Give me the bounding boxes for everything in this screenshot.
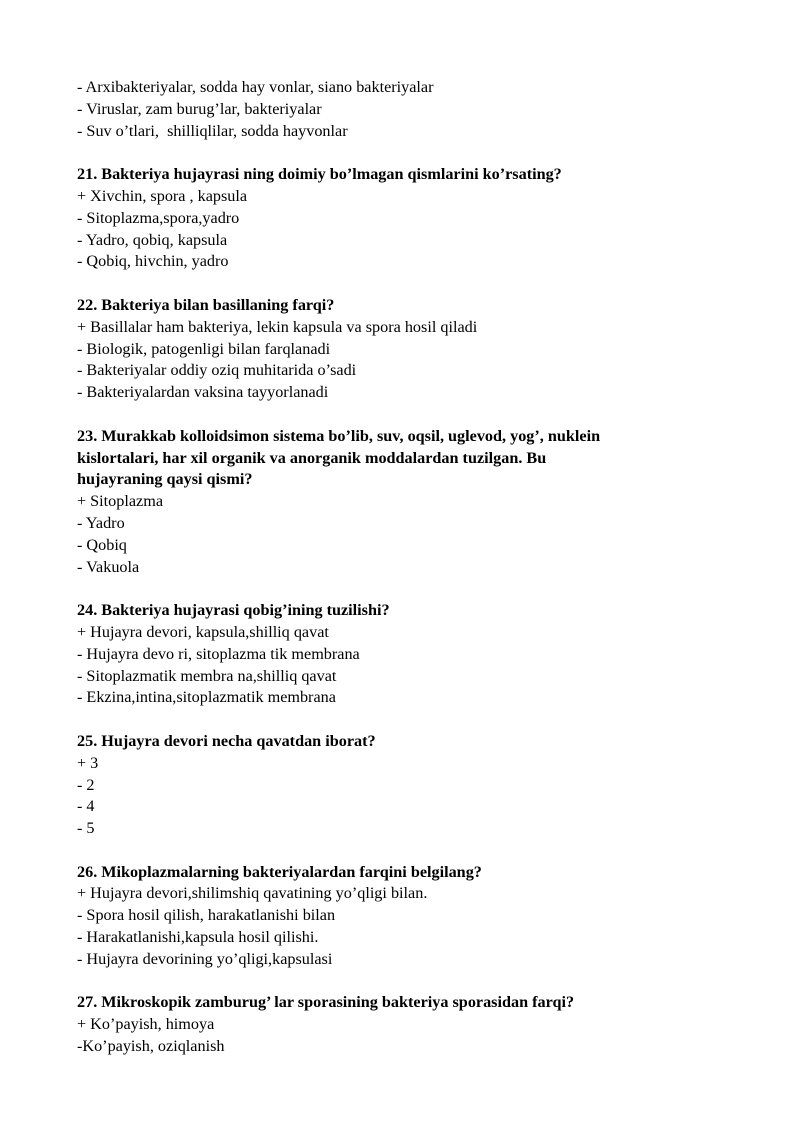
answer-option: - Viruslar, zam burug’lar, bakteriyalar bbox=[77, 99, 322, 118]
paragraph-spacer bbox=[77, 971, 727, 993]
answer-option: + Hujayra devori,shilimshiq qavatining yo’qligi bilan. bbox=[77, 884, 428, 903]
answer-option: - Sitoplazma,spora,yadro bbox=[77, 208, 240, 227]
answer-option: - Spora hosil qilish, harakatlanishi bilan bbox=[77, 906, 336, 925]
paragraph-spacer bbox=[77, 404, 727, 426]
answer-option: - Hujayra devo ri, sitoplazma tik membrana bbox=[77, 644, 360, 663]
question-text: 21. Bakteriya hujayrasi ning doimiy bo’lmagan qismlarini ko’rsating? bbox=[77, 165, 562, 184]
answer-option: - Harakatlanishi,kapsula hosil qilishi. bbox=[77, 928, 319, 947]
answer-option: - Bakteriyalar oddiy oziq muhitarida o’sadi bbox=[77, 361, 357, 380]
question-text: 25. Hujayra devori necha qavatdan iborat? bbox=[77, 731, 376, 750]
answer-option: - Biologik, patogenligi bilan farqlanadi bbox=[77, 339, 331, 358]
paragraph-spacer bbox=[77, 273, 727, 295]
answer-option: + Ko’payish, himoya bbox=[77, 1015, 215, 1034]
answer-option: - Suv o’tlari, shilliqlilar, sodda hayvonlar bbox=[77, 121, 348, 140]
answer-option: - Vakuola bbox=[77, 557, 140, 576]
answer-option: -Ko’payish, oziqlanish bbox=[77, 1037, 225, 1056]
question-text: 26. Mikoplazmalarning bakteriyalardan farqini belgilang? bbox=[77, 862, 482, 881]
question-text: 24. Bakteriya hujayrasi qobig’ining tuzilishi? bbox=[77, 601, 390, 620]
answer-option: + Sitoplazma bbox=[77, 492, 164, 511]
answer-option: + Hujayra devori, kapsula,shilliq qavat bbox=[77, 622, 329, 641]
question-text: 22. Bakteriya bilan basillaning farqi? bbox=[77, 295, 335, 314]
document-body bbox=[77, 77, 727, 1058]
answer-option: - Qobiq bbox=[77, 535, 127, 554]
question-text: kislortalari, har xil organik va anorganik moddalardan tuzilgan. Bu bbox=[77, 448, 547, 467]
answer-option: + Basillalar ham bakteriya, lekin kapsula va spora hosil qiladi bbox=[77, 317, 478, 336]
answer-option: - Yadro, qobiq, kapsula bbox=[77, 230, 228, 249]
question-text: 23. Murakkab kolloidsimon sistema bo’lib, suv, oqsil, uglevod, yog’, nuklein bbox=[77, 426, 601, 445]
paragraph-spacer bbox=[77, 142, 727, 164]
answer-option: + 3 bbox=[77, 753, 99, 772]
answer-option: - Yadro bbox=[77, 513, 125, 532]
answer-option: - 4 bbox=[77, 797, 95, 816]
paragraph-spacer bbox=[77, 840, 727, 862]
answer-option: - Arxibakteriyalar, sodda hay vonlar, siano bakteriyalar bbox=[77, 78, 434, 96]
question-text: hujayraning qaysi qismi? bbox=[77, 470, 253, 489]
answer-option: - Sitoplazmatik membra na,shilliq qavat bbox=[77, 666, 337, 685]
answer-option: - Ekzina,intina,sitoplazmatik membrana bbox=[77, 688, 336, 707]
answer-option: + Xivchin, spora , kapsula bbox=[77, 186, 248, 205]
answer-option: - Bakteriyalardan vaksina tayyorlanadi bbox=[77, 383, 329, 402]
paragraph-spacer bbox=[77, 578, 727, 600]
answer-option: - 2 bbox=[77, 775, 95, 794]
answer-option: - Hujayra devorining yo’qligi,kapsulasi bbox=[77, 949, 333, 968]
paragraph-spacer bbox=[77, 709, 727, 731]
answer-option: - Qobiq, hivchin, yadro bbox=[77, 252, 229, 271]
question-text: 27. Mikroskopik zamburug’ lar sporasining bakteriya sporasidan farqi? bbox=[77, 993, 575, 1012]
answer-option: - 5 bbox=[77, 819, 95, 838]
